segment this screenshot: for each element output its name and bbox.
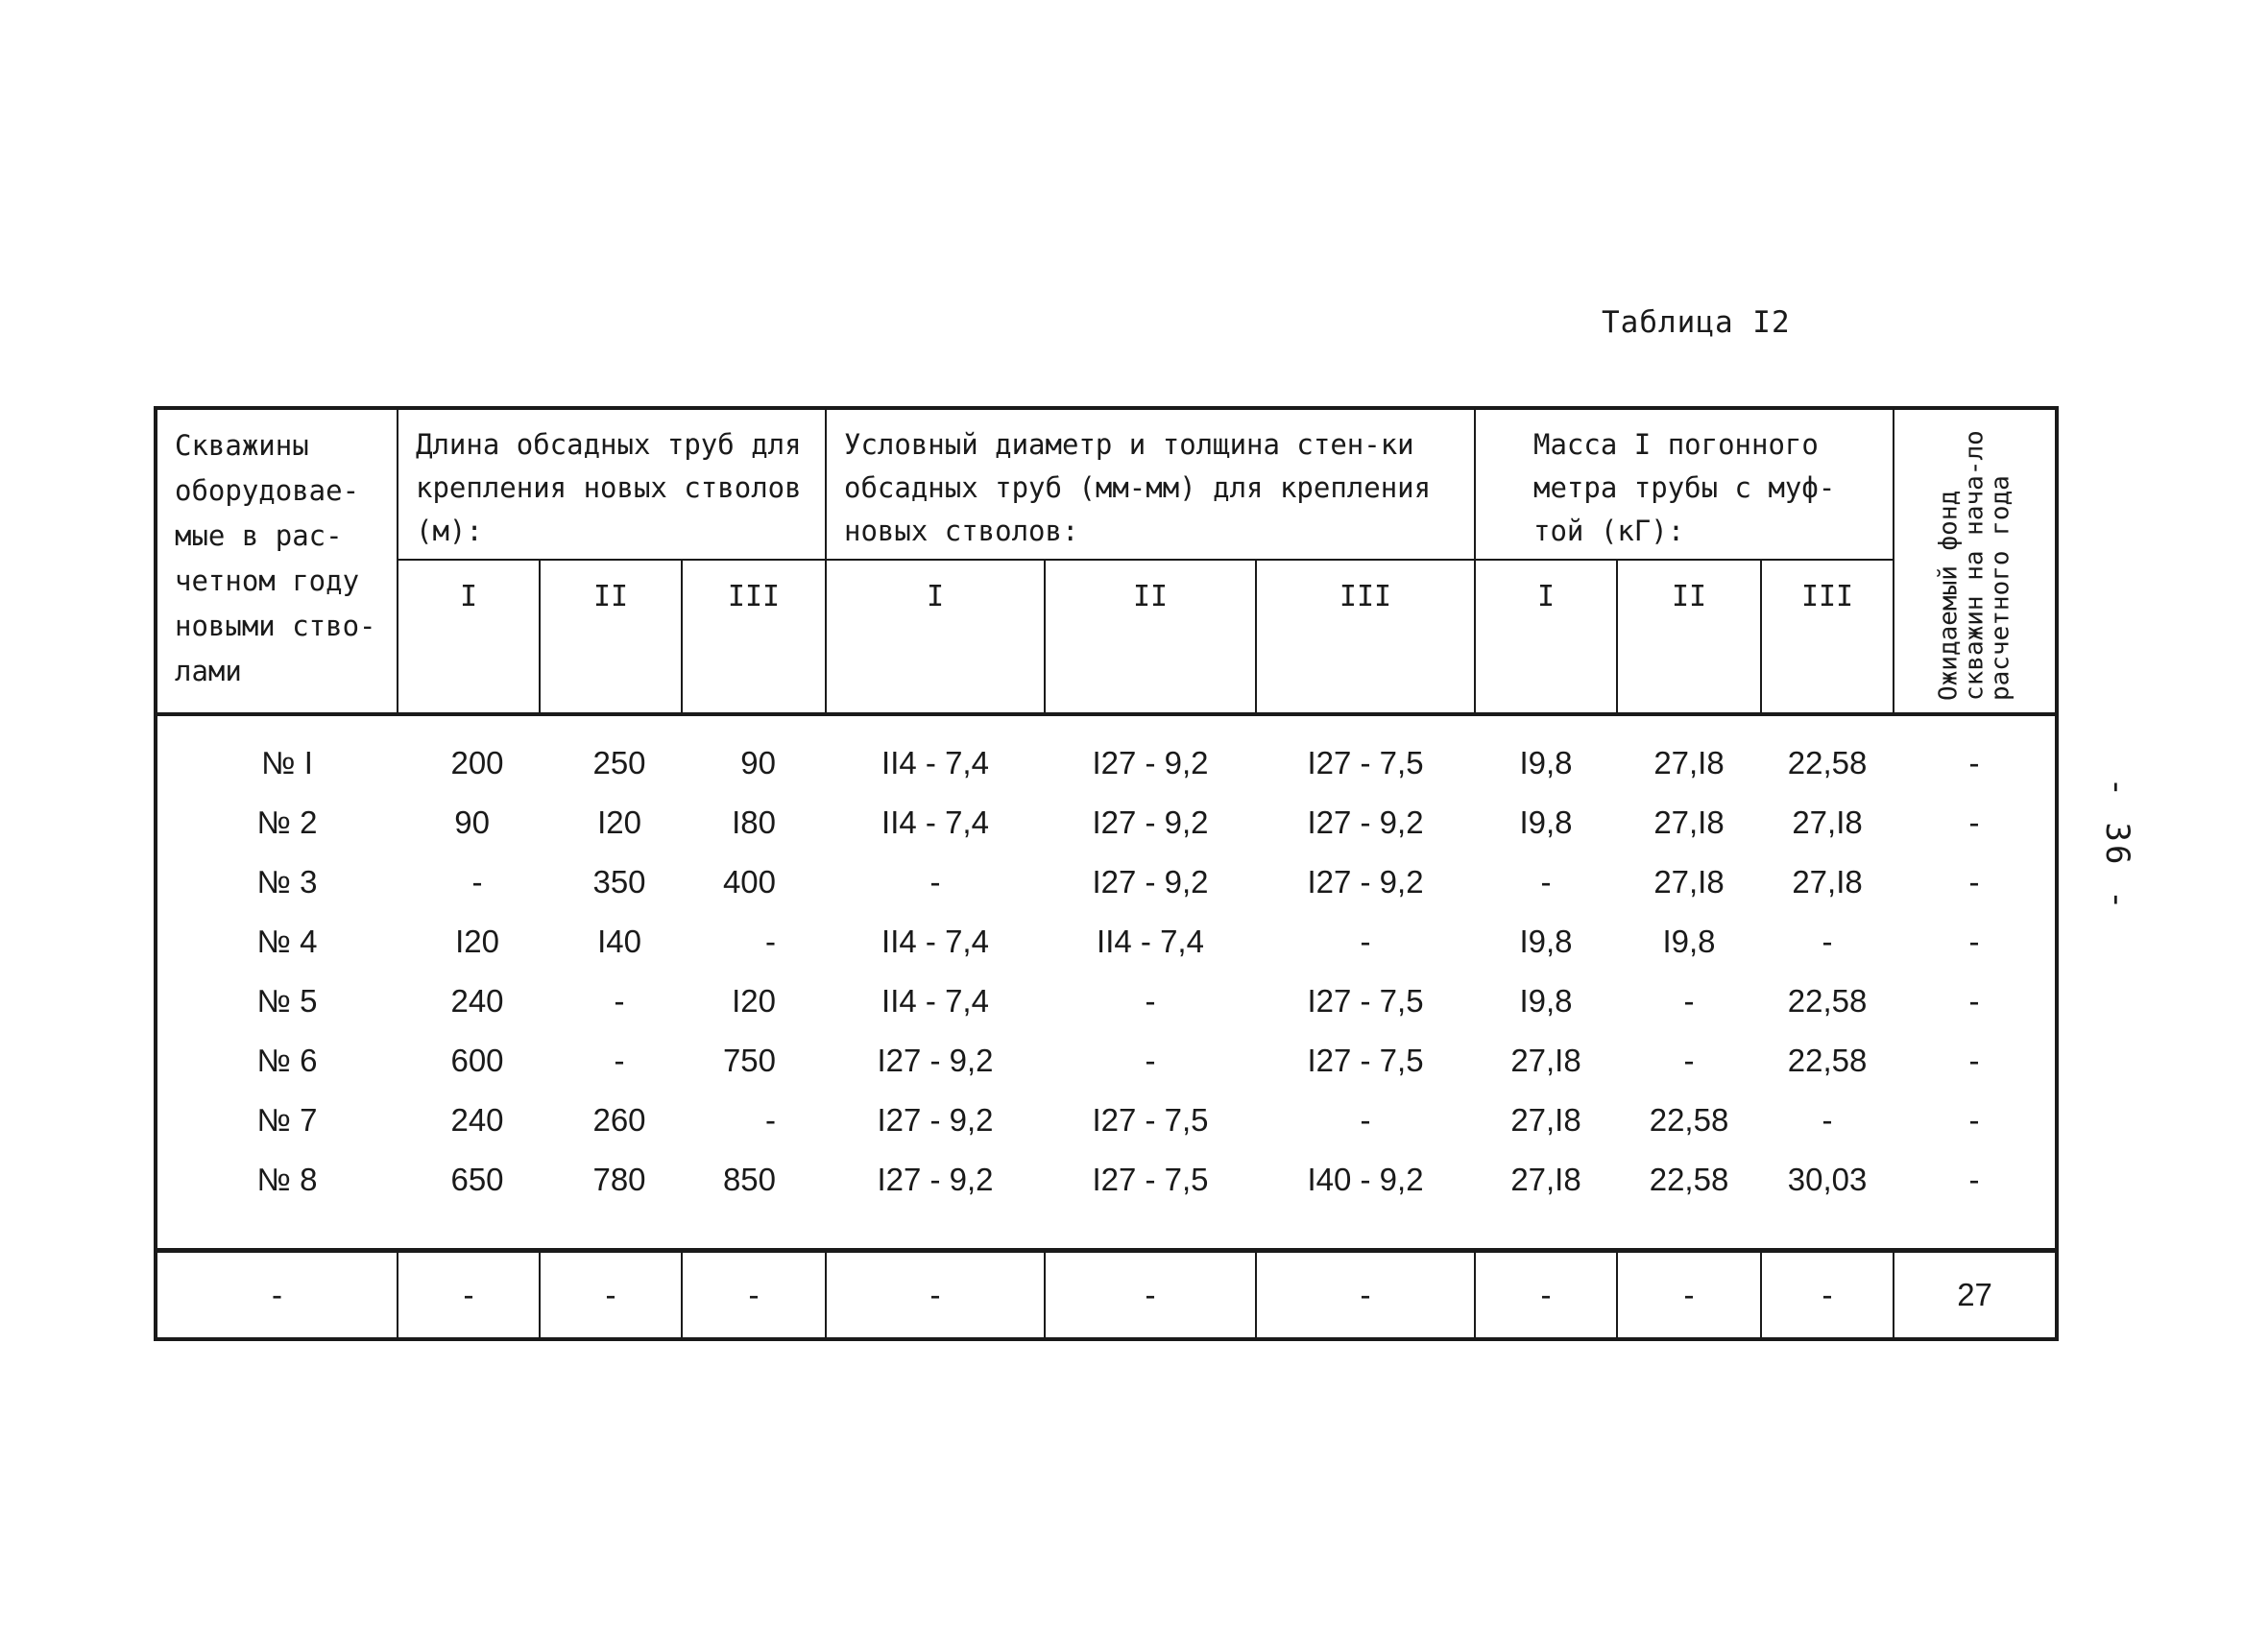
cell-diameter-2: -	[1145, 1043, 1156, 1078]
cell-diameter-1: II4 - 7,4	[881, 804, 989, 840]
subheader-mass-2: II	[1617, 560, 1761, 714]
cell-mass-3: 27,I8	[1792, 804, 1863, 840]
cell-length-1: 240	[450, 1102, 504, 1138]
table-row	[156, 972, 2057, 1031]
cell-mass-1: I9,8	[1519, 804, 1573, 840]
cell-mass-3: 22,58	[1787, 745, 1868, 780]
cell-mass-2: 22,58	[1649, 1162, 1729, 1197]
cell-mass-1: I9,8	[1519, 983, 1573, 1019]
cell-length-1: 200	[450, 745, 504, 780]
cell-length-3: -	[765, 924, 776, 959]
cell-mass-3: -	[1822, 924, 1833, 959]
cell-length-2: 780	[592, 1162, 646, 1197]
total-cell-well: -	[156, 1251, 398, 1340]
header-length: Длина обсадных труб для крепления новых стволов (м):	[398, 408, 826, 560]
cell-length-3: I80	[732, 804, 776, 840]
table-row	[156, 852, 2057, 912]
cell-diameter-1: II4 - 7,4	[881, 924, 989, 959]
table-row	[156, 1031, 2057, 1091]
cell-mass-2: 22,58	[1649, 1102, 1729, 1138]
cell-length-1: 600	[450, 1043, 504, 1078]
total-cell-mass-3: -	[1761, 1251, 1894, 1340]
cell-mass-2: -	[1683, 983, 1695, 1019]
cell-fund: -	[1894, 912, 2057, 972]
total-cell-fund: 27	[1894, 1251, 2057, 1340]
cell-length-1: I20	[455, 924, 499, 959]
cell-diameter-3: -	[1360, 924, 1371, 959]
cell-mass-1: 27,I8	[1510, 1162, 1581, 1197]
cell-well: № 2	[156, 793, 398, 852]
cell-length-2: 350	[592, 864, 646, 900]
cell-mass-1: 27,I8	[1510, 1102, 1581, 1138]
cell-length-1: 240	[450, 983, 504, 1019]
cell-diameter-1: I27 - 9,2	[877, 1102, 994, 1138]
table-row	[156, 733, 2057, 793]
cell-mass-3: 30,03	[1787, 1162, 1868, 1197]
cell-mass-3: -	[1822, 1102, 1833, 1138]
cell-diameter-3: I27 - 7,5	[1307, 983, 1424, 1019]
subheader-length-3: III	[682, 560, 826, 714]
subheader-diameter-3: III	[1256, 560, 1475, 714]
cell-fund: -	[1894, 1091, 2057, 1150]
cell-diameter-1: I27 - 9,2	[877, 1043, 994, 1078]
cell-length-2: I20	[597, 804, 641, 840]
subheader-length-2: II	[540, 560, 682, 714]
cell-length-2: 260	[592, 1102, 646, 1138]
cell-fund: -	[1894, 1031, 2057, 1091]
cell-diameter-3: I27 - 9,2	[1307, 864, 1424, 900]
cell-mass-1: I9,8	[1519, 745, 1573, 780]
table-caption: Таблица I2	[1602, 305, 1791, 340]
cell-length-3: 90	[740, 745, 776, 780]
cell-well: № 6	[156, 1031, 398, 1091]
cell-mass-2: 27,I8	[1653, 745, 1725, 780]
cell-length-1: 650	[450, 1162, 504, 1197]
cell-mass-3: 27,I8	[1792, 864, 1863, 900]
cell-length-3: 850	[722, 1162, 776, 1197]
cell-mass-2: 27,I8	[1653, 804, 1725, 840]
cell-mass-1: -	[1540, 864, 1552, 900]
data-table	[154, 406, 2059, 1341]
cell-diameter-2: II4 - 7,4	[1097, 924, 1204, 959]
page-number: - 36 -	[2098, 777, 2136, 913]
cell-mass-2: -	[1683, 1043, 1695, 1078]
table-row	[156, 1091, 2057, 1150]
cell-fund: -	[1894, 852, 2057, 912]
table-row	[156, 793, 2057, 852]
cell-diameter-1: I27 - 9,2	[877, 1162, 994, 1197]
total-cell-length-1: -	[398, 1251, 540, 1340]
cell-diameter-1: II4 - 7,4	[881, 745, 989, 780]
subheader-diameter-2: II	[1045, 560, 1256, 714]
cell-length-2: -	[614, 1043, 625, 1078]
header-fund-text: Ожидаемый фонд скважин на нача-ло расчетного года	[1934, 429, 2015, 701]
cell-length-3: -	[765, 1102, 776, 1138]
cell-mass-2: I9,8	[1662, 924, 1716, 959]
cell-well: № 3	[156, 852, 398, 912]
cell-diameter-2: I27 - 7,5	[1092, 1102, 1209, 1138]
cell-well: № 7	[156, 1091, 398, 1150]
total-cell-length-3: -	[682, 1251, 826, 1340]
cell-diameter-2: I27 - 9,2	[1092, 745, 1209, 780]
cell-diameter-3: I27 - 7,5	[1307, 1043, 1424, 1078]
cell-well: № I	[156, 733, 398, 793]
cell-mass-2: 27,I8	[1653, 864, 1725, 900]
cell-fund: -	[1894, 972, 2057, 1031]
cell-length-1: 90	[454, 804, 490, 840]
total-cell-diameter-3: -	[1256, 1251, 1475, 1340]
header-diameter: Условный диаметр и толщина стен-ки обсадных труб (мм-мм) для крепления новых стволов:	[826, 408, 1475, 560]
cell-length-2: 250	[592, 745, 646, 780]
cell-diameter-2: -	[1145, 983, 1156, 1019]
header-wells: Скважины оборудовае-мые в рас-четном году новыми ство-лами	[156, 408, 398, 714]
cell-length-1: -	[471, 864, 483, 900]
total-cell-diameter-2: -	[1045, 1251, 1256, 1340]
cell-diameter-2: I27 - 7,5	[1092, 1162, 1209, 1197]
cell-well: № 5	[156, 972, 398, 1031]
cell-diameter-3: I40 - 9,2	[1307, 1162, 1424, 1197]
cell-diameter-2: I27 - 9,2	[1092, 864, 1209, 900]
cell-length-3: 750	[722, 1043, 776, 1078]
cell-well: № 4	[156, 912, 398, 972]
total-cell-mass-2: -	[1617, 1251, 1761, 1340]
cell-mass-3: 22,58	[1787, 983, 1868, 1019]
cell-fund: -	[1894, 733, 2057, 793]
total-cell-length-2: -	[540, 1251, 682, 1340]
subheader-diameter-1: I	[826, 560, 1045, 714]
cell-mass-3: 22,58	[1787, 1043, 1868, 1078]
cell-length-2: I40	[597, 924, 641, 959]
cell-mass-1: 27,I8	[1510, 1043, 1581, 1078]
total-cell-diameter-1: -	[826, 1251, 1045, 1340]
header-mass: Масса I погонного метра трубы с муф-той (кГ):	[1475, 408, 1894, 560]
cell-mass-1: I9,8	[1519, 924, 1573, 959]
subheader-mass-3: III	[1761, 560, 1894, 714]
cell-diameter-1: -	[929, 864, 941, 900]
total-cell-mass-1: -	[1475, 1251, 1617, 1340]
header-fund	[1894, 408, 2057, 714]
cell-diameter-3: I27 - 9,2	[1307, 804, 1424, 840]
total-row	[156, 1251, 2057, 1340]
cell-fund: -	[1894, 1150, 2057, 1210]
cell-length-3: I20	[732, 983, 776, 1019]
cell-fund: -	[1894, 793, 2057, 852]
cell-length-2: -	[614, 983, 625, 1019]
cell-diameter-3: I27 - 7,5	[1307, 745, 1424, 780]
subheader-mass-1: I	[1475, 560, 1617, 714]
cell-length-3: 400	[722, 864, 776, 900]
cell-diameter-1: II4 - 7,4	[881, 983, 989, 1019]
cell-diameter-2: I27 - 9,2	[1092, 804, 1209, 840]
cell-well: № 8	[156, 1150, 398, 1210]
table-row	[156, 912, 2057, 972]
table-row	[156, 1150, 2057, 1210]
subheader-length-1: I	[398, 560, 540, 714]
cell-diameter-3: -	[1360, 1102, 1371, 1138]
